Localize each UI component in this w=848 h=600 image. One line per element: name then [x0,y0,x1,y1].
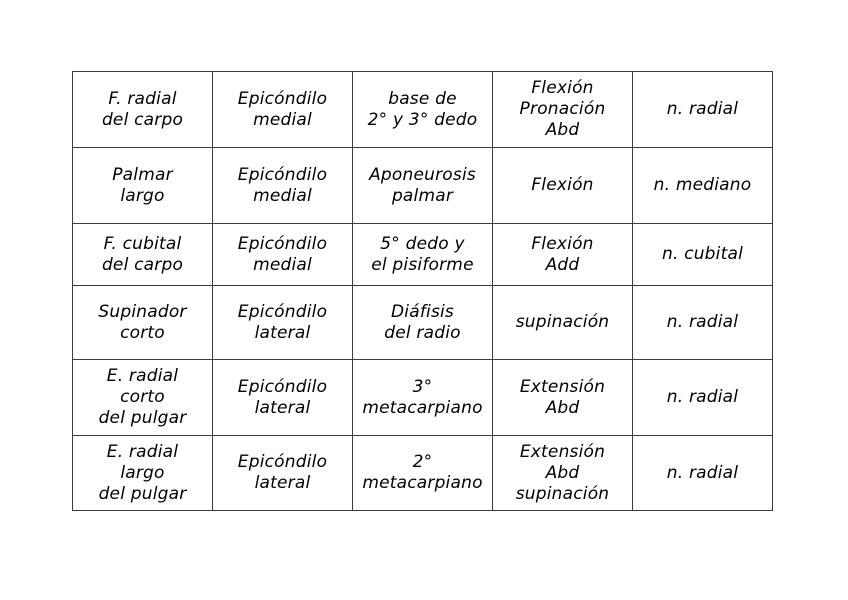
origin-cell: Epicóndilo lateral [213,436,353,511]
origin-cell: Epicóndilo lateral [213,286,353,360]
insertion-cell: Aponeurosis palmar [353,148,493,224]
nerve-cell: n. radial [633,72,773,148]
muscle-cell: E. radial corto del pulgar [73,360,213,436]
table-row [73,360,773,436]
insertion-cell: 3° metacarpiano [353,360,493,436]
action-cell: Extensión Abd [493,360,633,436]
table-row [73,286,773,360]
nerve-cell: n. radial [633,436,773,511]
insertion-cell: 2° metacarpiano [353,436,493,511]
insertion-cell: Diáfisis del radio [353,286,493,360]
action-cell: Flexión Pronación Abd [493,72,633,148]
muscle-cell: E. radial largo del pulgar [73,436,213,511]
table-row [73,224,773,286]
origin-cell: Epicóndilo medial [213,72,353,148]
muscle-cell: F. cubital del carpo [73,224,213,286]
action-cell: supinación [493,286,633,360]
muscle-cell: Supinador corto [73,286,213,360]
table-row [73,72,773,148]
origin-cell: Epicóndilo medial [213,148,353,224]
nerve-cell: n. radial [633,360,773,436]
action-cell: Extensión Abd supinación [493,436,633,511]
action-cell: Flexión Add [493,224,633,286]
table-row [73,148,773,224]
insertion-cell: 5° dedo y el pisiforme [353,224,493,286]
origin-cell: Epicóndilo lateral [213,360,353,436]
origin-cell: Epicóndilo medial [213,224,353,286]
muscle-table [72,71,773,511]
insertion-cell: base de 2° y 3° dedo [353,72,493,148]
muscle-cell: F. radial del carpo [73,72,213,148]
handwritten-table-sheet [72,71,772,510]
nerve-cell: n. mediano [633,148,773,224]
action-cell: Flexión [493,148,633,224]
table-row [73,436,773,511]
nerve-cell: n. radial [633,286,773,360]
nerve-cell: n. cubital [633,224,773,286]
muscle-cell: Palmar largo [73,148,213,224]
